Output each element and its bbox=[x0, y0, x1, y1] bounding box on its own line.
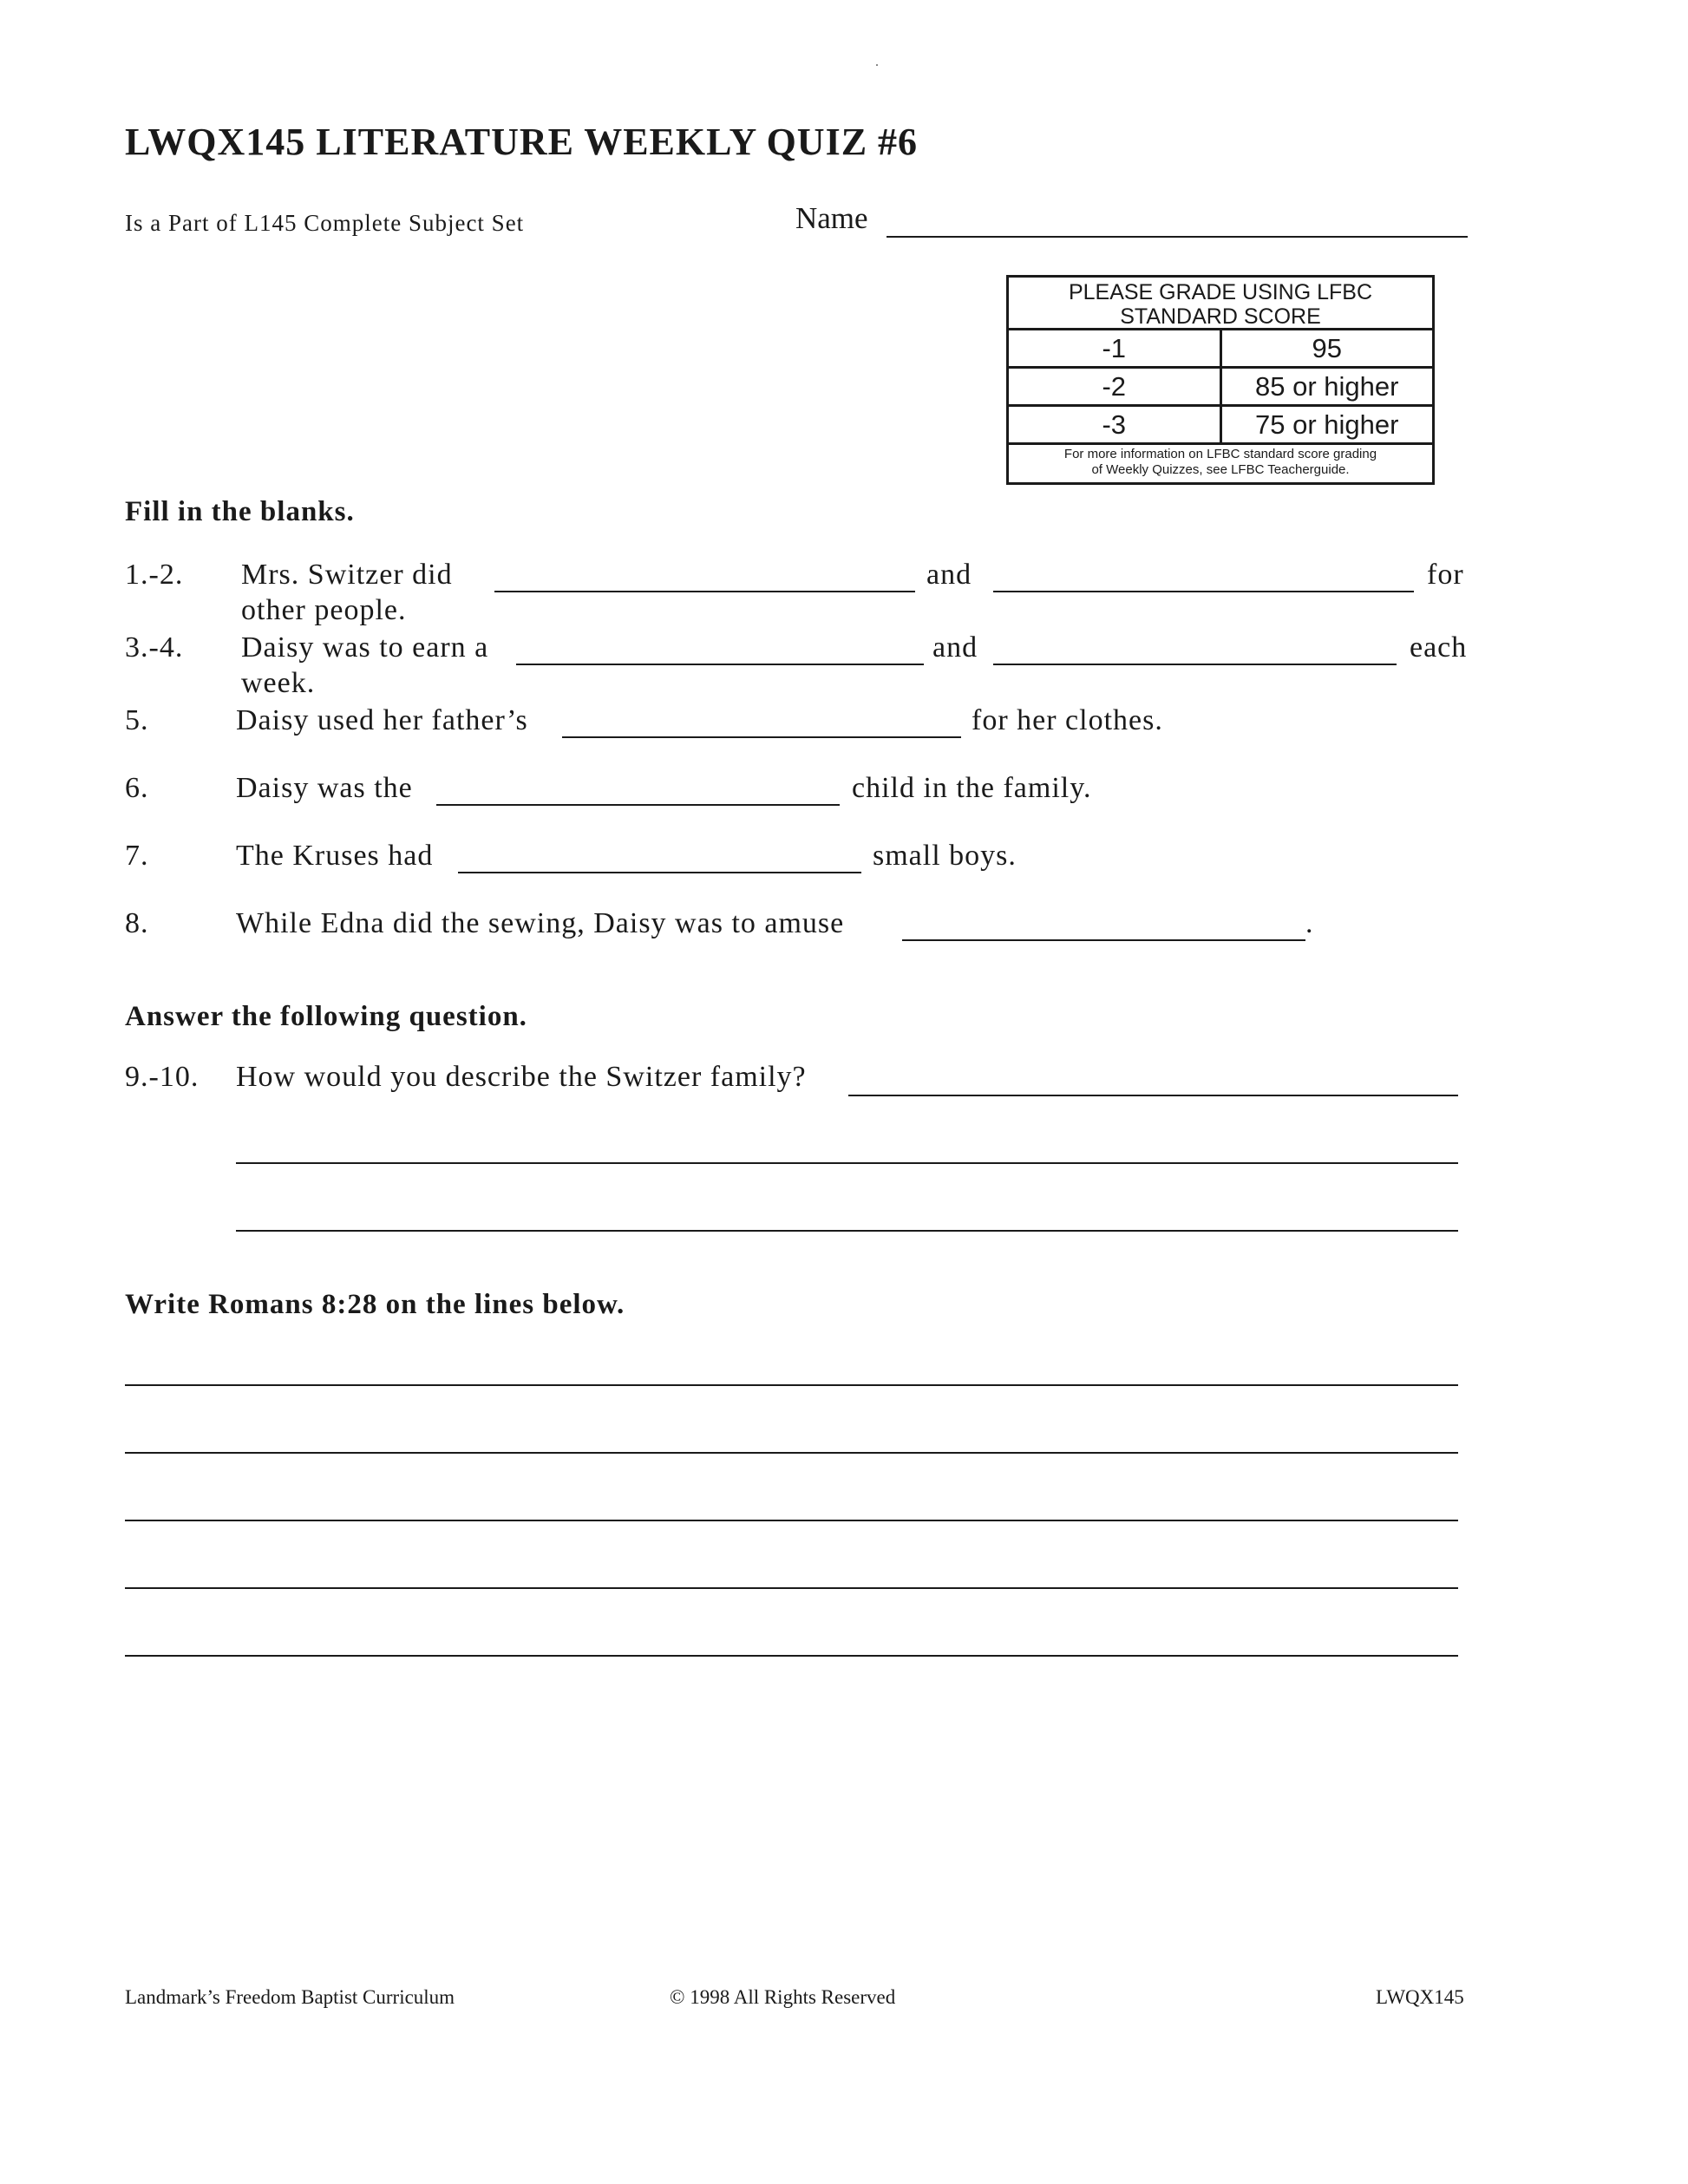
answer-blank[interactable] bbox=[436, 804, 840, 806]
question-text: child in the family. bbox=[852, 772, 1092, 804]
question-number: 3.-4. bbox=[125, 631, 184, 664]
score-cell: 85 or higher bbox=[1255, 371, 1399, 402]
section-heading-write-verse: Write Romans 8:28 on the lines below. bbox=[125, 1289, 625, 1320]
answer-blank[interactable] bbox=[902, 939, 1305, 941]
answer-line[interactable] bbox=[236, 1230, 1458, 1232]
answer-blank[interactable] bbox=[993, 591, 1414, 592]
question-number: 9.-10. bbox=[125, 1061, 200, 1093]
footer-code: LWQX145 bbox=[1376, 1986, 1464, 2008]
question-text: small boys. bbox=[873, 840, 1017, 872]
writing-line[interactable] bbox=[125, 1452, 1458, 1454]
question-text: Mrs. Switzer did bbox=[241, 559, 453, 591]
name-label: Name bbox=[795, 201, 868, 235]
grading-row bbox=[1009, 407, 1432, 445]
question-text: and bbox=[932, 631, 978, 664]
question-text: each bbox=[1410, 631, 1468, 664]
question-text: for bbox=[1427, 559, 1464, 591]
question-number: 7. bbox=[125, 840, 149, 872]
question-text: The Kruses had bbox=[236, 840, 434, 872]
section-heading-fill-blanks: Fill in the blanks. bbox=[125, 496, 355, 527]
answer-blank[interactable] bbox=[993, 664, 1397, 665]
question-text: for her clothes. bbox=[972, 704, 1163, 736]
question-text: and bbox=[926, 559, 972, 591]
writing-line[interactable] bbox=[125, 1520, 1458, 1521]
answer-line[interactable] bbox=[236, 1162, 1458, 1164]
footer-publisher: Landmark’s Freedom Baptist Curriculum bbox=[125, 1986, 455, 2008]
writing-line[interactable] bbox=[125, 1655, 1458, 1657]
scan-speck bbox=[876, 64, 878, 66]
writing-line[interactable] bbox=[125, 1384, 1458, 1386]
question-number: 8. bbox=[125, 907, 149, 939]
question-text: Daisy was the bbox=[236, 772, 413, 804]
misses-cell: -1 bbox=[1009, 330, 1222, 366]
answer-blank[interactable] bbox=[516, 664, 924, 665]
answer-blank[interactable] bbox=[458, 872, 861, 873]
answer-blank[interactable] bbox=[494, 591, 915, 592]
question-text: How would you describe the Switzer family? bbox=[236, 1061, 807, 1093]
question-text: While Edna did the sewing, Daisy was to amuse bbox=[236, 907, 845, 939]
section-heading-answer-question: Answer the following question. bbox=[125, 1001, 527, 1032]
grading-note: For more information on LFBC standard score grading of Weekly Quizzes, see LFBC Teacherguide. bbox=[1063, 447, 1377, 477]
name-field-line[interactable] bbox=[887, 236, 1468, 238]
question-number: 5. bbox=[125, 704, 149, 736]
question-text: . bbox=[1305, 907, 1314, 939]
writing-line[interactable] bbox=[125, 1587, 1458, 1589]
question-number: 1.-2. bbox=[125, 559, 184, 591]
subject-set-note: Is a Part of L145 Complete Subject Set bbox=[125, 210, 525, 236]
question-text: week. bbox=[241, 667, 316, 699]
answer-blank[interactable] bbox=[562, 736, 961, 738]
question-text: Daisy was to earn a bbox=[241, 631, 489, 664]
question-text: other people. bbox=[241, 594, 407, 626]
footer-copyright: © 1998 All Rights Reserved bbox=[670, 1986, 896, 2008]
question-number: 6. bbox=[125, 772, 149, 804]
grading-table bbox=[1006, 275, 1435, 485]
grading-row bbox=[1009, 330, 1432, 369]
quiz-title: LWQX145 LITERATURE WEEKLY QUIZ #6 bbox=[125, 121, 919, 163]
score-cell: 75 or higher bbox=[1255, 409, 1399, 440]
misses-cell: -2 bbox=[1009, 369, 1222, 404]
score-cell: 95 bbox=[1312, 333, 1342, 363]
answer-line[interactable] bbox=[848, 1095, 1458, 1096]
question-text: Daisy used her father’s bbox=[236, 704, 528, 736]
grading-table-header: PLEASE GRADE USING LFBC STANDARD SCORE bbox=[1009, 278, 1432, 330]
grading-row bbox=[1009, 369, 1432, 407]
misses-cell: -3 bbox=[1009, 407, 1222, 442]
